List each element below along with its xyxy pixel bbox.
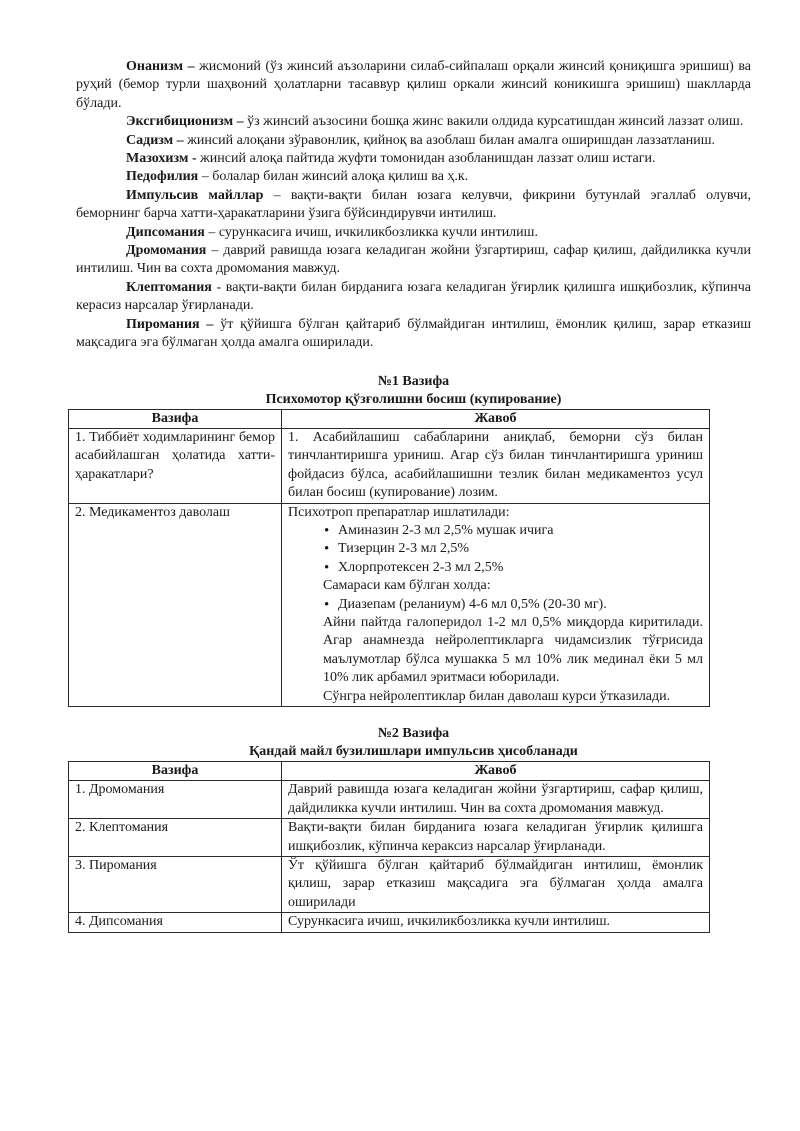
answer-cell: Сурункасига ичиш, ичкиликбозликка кучли интилиш.: [282, 913, 710, 932]
list-item: • Диазепам (реланиум) 4-6 мл 0,5% (20-30 мг).: [338, 596, 703, 614]
definition-term: Импульсив майллар: [126, 187, 264, 203]
definition-paragraph: [76, 132, 751, 150]
table-row: [69, 503, 710, 706]
definition-paragraph: [76, 58, 751, 113]
drug-list: [288, 522, 703, 577]
definition-term: Эксгибиционизм –: [126, 114, 244, 130]
column-header-answer: Жавоб: [282, 409, 710, 428]
list-item: • Аминазин 2-3 мл 2,5% мушак ичига: [338, 522, 703, 540]
definition-paragraph: [76, 242, 751, 279]
definition-paragraph: [76, 279, 751, 316]
task-cell: 2. Медикаментоз даволаш: [69, 503, 282, 706]
column-header-task: Вазифа: [69, 409, 282, 428]
table-row: [69, 819, 710, 857]
table-row: [69, 913, 710, 932]
answer-intro: Психотроп препаратлар ишлатилади:: [288, 504, 510, 520]
task-cell: 1. Дромомания: [69, 781, 282, 819]
definition-term: Клептомания: [126, 279, 212, 295]
column-header-answer: Жавоб: [282, 762, 710, 781]
task2-block: [76, 725, 751, 933]
definition-term: Садизм –: [126, 132, 184, 148]
task2-table: [68, 761, 710, 933]
definition-text: жинсий алоқани зўравонлик, қийноқ ва азоблаш билан амалга оширишдан лаззатланиш.: [183, 132, 716, 148]
definition-term: Мазохизм -: [126, 151, 197, 167]
task2-title: Қандай майл бузилишлари импульсив ҳисобланади: [249, 744, 578, 759]
task1-block: [76, 373, 751, 708]
definition-term: Педофилия: [126, 169, 199, 185]
definition-term: Пиромания –: [126, 316, 214, 332]
column-header-task: Вазифа: [69, 762, 282, 781]
definition-term: Дромомания: [126, 243, 207, 259]
list-item: • Тизерцин 2-3 мл 2,5%: [338, 540, 703, 558]
task-cell: 3. Пиромания: [69, 857, 282, 913]
definitions-section: [76, 58, 751, 353]
definition-paragraph: [76, 150, 751, 168]
list-item: • Хлорпротексен 2-3 мл 2,5%: [338, 559, 703, 577]
answer-cell: Даврий равишда юзага келадиган жойни ўзгартириш, сафар қилиш, дайдиликка кучли интилиш. Чин ва сохта дромомания мавжуд.: [282, 781, 710, 819]
task-cell: 4. Дипсомания: [69, 913, 282, 932]
definition-text: жинсий алоқа пайтида жуфти томонидан азобланишдан лаззат олиш истаги.: [196, 151, 656, 167]
answer-paragraph: Сўнгра нейролептиклар билан даволаш курси ўтказилади.: [323, 688, 671, 704]
definition-text: – вақти-вақти билан юзага келувчи, фикрини бутунлай эгаллаб олувчи, беморнинг барча хатти-ҳаракатларини ўзига бўйсиндирувчи интилиш.: [76, 187, 751, 222]
definition-paragraph: [76, 187, 751, 224]
answer-subheading: Самараси кам бўлган холда:: [323, 578, 491, 594]
definition-paragraph: [76, 168, 751, 186]
answer-cell: [282, 503, 710, 706]
table-header-row: [69, 762, 710, 781]
answer-cell: Ўт қўйишга бўлган қайтариб бўлмайдиган интилиш, ёмонлик қилиш, зарар етказиш мақсадига эга бўлмаган ҳолда амалга оширилади: [282, 857, 710, 913]
definition-text: жисмоний (ўз жинсий аъзоларини силаб-сийпалаш орқали жинсий қониқишга эришиш) ва руҳий (бемор турли шаҳвоний ҳолатларни тасаввур қилиш оркали жинсий коникишга эришиш) шаклларда бўлади.: [76, 59, 751, 111]
definition-paragraph: [76, 224, 751, 242]
definition-text: ўз жинсий аъзосини бошқа жинс вакили олдида курсатишдан жинсий лаззат олиш.: [243, 114, 744, 130]
definition-paragraph: [76, 113, 751, 131]
answer-paragraph: Айни пайтда галоперидол 1-2 мл 0,5% миқдорда киритилади. Агар анамнезда нейролептикларга чидамсизлик тўғрисида маълумотлар бўлса мушакка 5 мл 10% лик мединал ёки 5 мл 10% лик арбамил эритмаси юборилади.: [323, 614, 703, 686]
task-cell: 1. Тиббиёт ходимларининг бемор асабийлашган ҳолатида хатти-ҳаракатлари?: [69, 428, 282, 503]
task1-table: [68, 409, 710, 708]
definition-text: ўт қўйишга бўлган қайтариб бўлмайдиган интилиш, ёмонлик қилиш, зарар етказиш мақсадига эга бўлмаган ҳолда амалга оширилади.: [76, 316, 751, 351]
table-row: [69, 428, 710, 503]
definition-text: – сурункасига ичиш, ичкиликбозликка кучли интилиш.: [204, 224, 538, 240]
definition-term: Онанизм –: [126, 59, 195, 74]
answer-cell: Вақти-вақти билан бирданига юзага келадиган ўғирлик қилишга ишқибозлик, кўпинча кераксиз нарсалар ўғирланади.: [282, 819, 710, 857]
answer-cell: 1. Асабийлашиш сабабларини аниқлаб, беморни сўз билан тинчлантиришга уриниш. Агар сўз билан тинчлантиришга уриниш фойдасиз бўлса, асабийлашишни тезлик билан медикаментоз усул билан босиш (купирование) лозим.: [282, 428, 710, 503]
table-header-row: [69, 409, 710, 428]
task1-title: Психомотор қўзғолишни босиш (купирование): [265, 391, 562, 407]
table-row: [69, 857, 710, 913]
task-cell: 2. Клептомания: [69, 819, 282, 857]
definition-term: Дипсомания: [126, 224, 205, 240]
drug-list-secondary: [288, 596, 703, 614]
definition-text: – даврий равишда юзага келадиган жойни ўзгартириш, сафар қилиш, дайдиликка кучли интилиш. Чин ва сохта дромомания мавжуд.: [76, 243, 751, 277]
table-row: [69, 781, 710, 819]
document-page: [76, 58, 751, 933]
task2-number: №2 Вазифа: [377, 726, 450, 741]
task1-number: №1 Вазифа: [377, 373, 450, 389]
definition-paragraph: [76, 316, 751, 353]
definition-text: – болалар билан жинсий алоқа қилиш ва ҳ.к.: [198, 169, 469, 185]
definition-text: - вақти-вақти билан бирданига юзага келадиган ўғирлик қилишга ишқибозлик, кўпинча керасиз нарсалар ўғирланади.: [76, 279, 751, 314]
